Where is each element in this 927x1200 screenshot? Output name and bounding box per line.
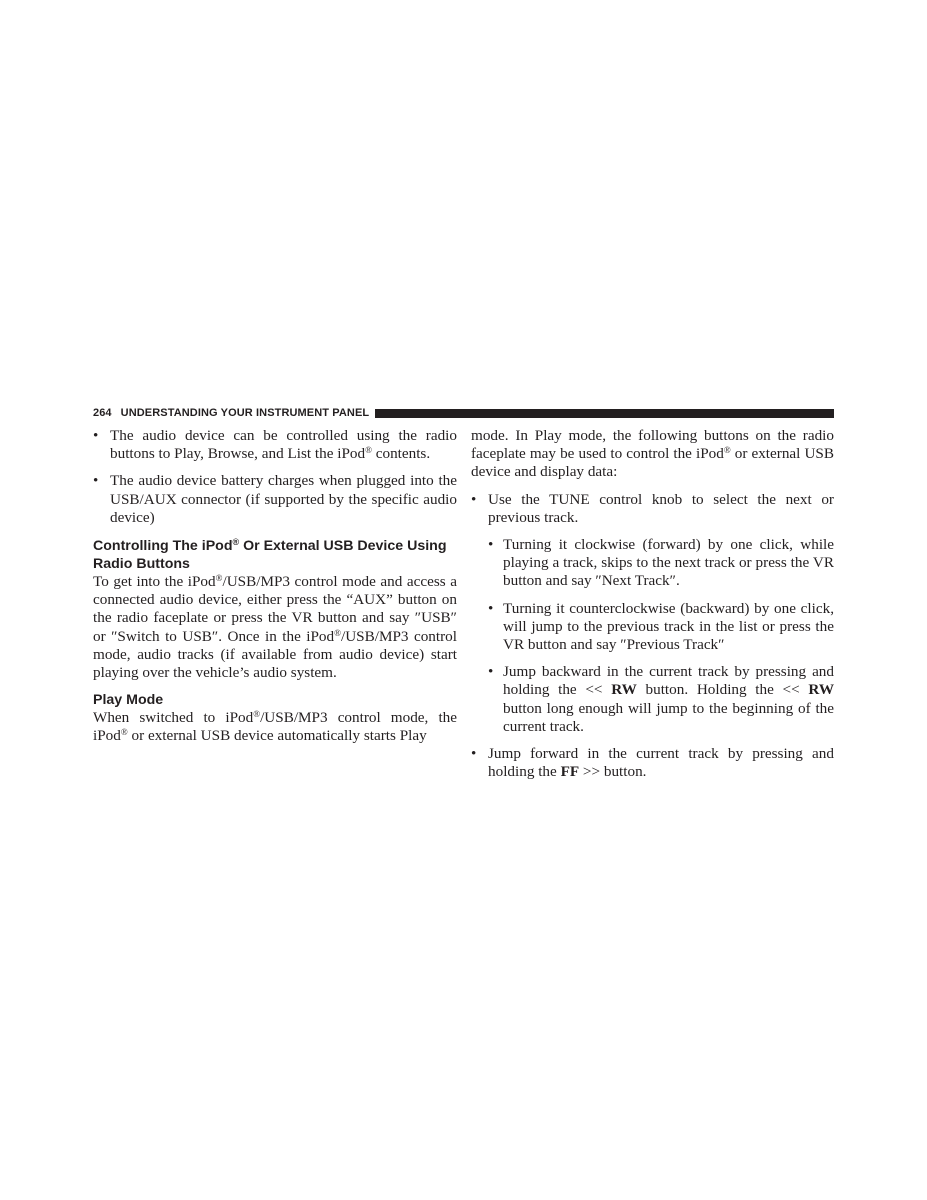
bullet-icon: • xyxy=(93,427,99,444)
rw-button-label: RW xyxy=(808,681,835,699)
bullet-icon: • xyxy=(488,663,494,681)
list-item xyxy=(471,491,834,736)
bullet-icon: • xyxy=(471,745,477,763)
registered-mark: ® xyxy=(232,537,240,548)
bullet-icon: • xyxy=(488,536,494,554)
page-header xyxy=(93,405,834,421)
right-column xyxy=(471,427,834,790)
list-item xyxy=(488,536,834,591)
tune-sub-bullet-list xyxy=(488,536,834,736)
bullet-text-part: button long enough will jump to the beginning of the current track. xyxy=(503,699,834,735)
registered-mark: ® xyxy=(334,627,341,638)
left-column xyxy=(93,427,457,746)
paragraph-play-mode-continued: mode. In Play mode, the following buttons on the radio faceplate may be used to control the iPod® or external USB device and display data: xyxy=(471,427,834,481)
registered-mark: ® xyxy=(253,709,261,720)
heading-play-mode: Play Mode xyxy=(93,692,164,709)
bullet-icon: • xyxy=(93,472,99,490)
intro-bullet-list xyxy=(93,427,457,527)
paragraph-play-mode: When switched to iPod®/USB/MP3 control mode, the iPod® or external USB device automatically starts Play xyxy=(93,709,457,745)
bullet-icon: • xyxy=(471,490,477,508)
bullet-text-part: Jump forward in the current track by pressing and holding the xyxy=(488,745,834,781)
registered-mark: ® xyxy=(120,727,128,738)
list-item xyxy=(488,663,834,736)
bullet-text: The audio device can be controlled using the radio buttons to Play, Browse, and List the iPod® contents. xyxy=(110,427,457,463)
bullet-text-part: Jump backward in the current track by pressing and holding the << xyxy=(503,663,834,699)
page-number: 264 xyxy=(93,407,112,419)
header-rule xyxy=(375,409,834,418)
ff-button-label: FF xyxy=(560,763,580,781)
bullet-text-part: >> button. xyxy=(579,763,647,781)
list-item xyxy=(93,472,457,527)
controls-bullet-list xyxy=(471,491,834,782)
registered-mark: ® xyxy=(723,445,731,456)
section-title: UNDERSTANDING YOUR INSTRUMENT PANEL xyxy=(120,407,370,419)
bullet-text: Turning it clockwise (forward) by one click, while playing a track, skips to the next track or press the VR button and say ″Next Track″. xyxy=(503,536,834,590)
bullet-text: Turning it counterclockwise (backward) by one click, will jump to the previous track in the list or press the VR button and say ″Previous Track″ xyxy=(503,599,834,654)
bullet-text: The audio device battery charges when plugged into the USB/AUX connector (if supported by the specific audio device) xyxy=(110,472,457,526)
bullet-text-part: button. Holding the << xyxy=(636,681,809,699)
registered-mark: ® xyxy=(365,445,372,456)
bullet-text: Use the TUNE control knob to select the next or previous track. xyxy=(488,490,834,526)
registered-mark: ® xyxy=(215,573,223,584)
paragraph-controlling: To get into the iPod®/USB/MP3 control mode and access a connected audio device, either press the “AUX” button on the radio faceplate or press the VR button and say ″USB″ or ″Switch to USB″. Once in the iPod®/USB/MP3 control mode, audio tracks (if available from audio device) start playing over the vehicle’s audio system. xyxy=(93,573,457,682)
list-item xyxy=(471,745,834,781)
list-item xyxy=(488,600,834,655)
rw-button-label: RW xyxy=(611,681,637,699)
list-item xyxy=(93,427,457,463)
bullet-icon: • xyxy=(488,599,494,617)
heading-controlling-ipod: Controlling The iPod® Or External USB Device Using Radio Buttons xyxy=(93,537,447,573)
